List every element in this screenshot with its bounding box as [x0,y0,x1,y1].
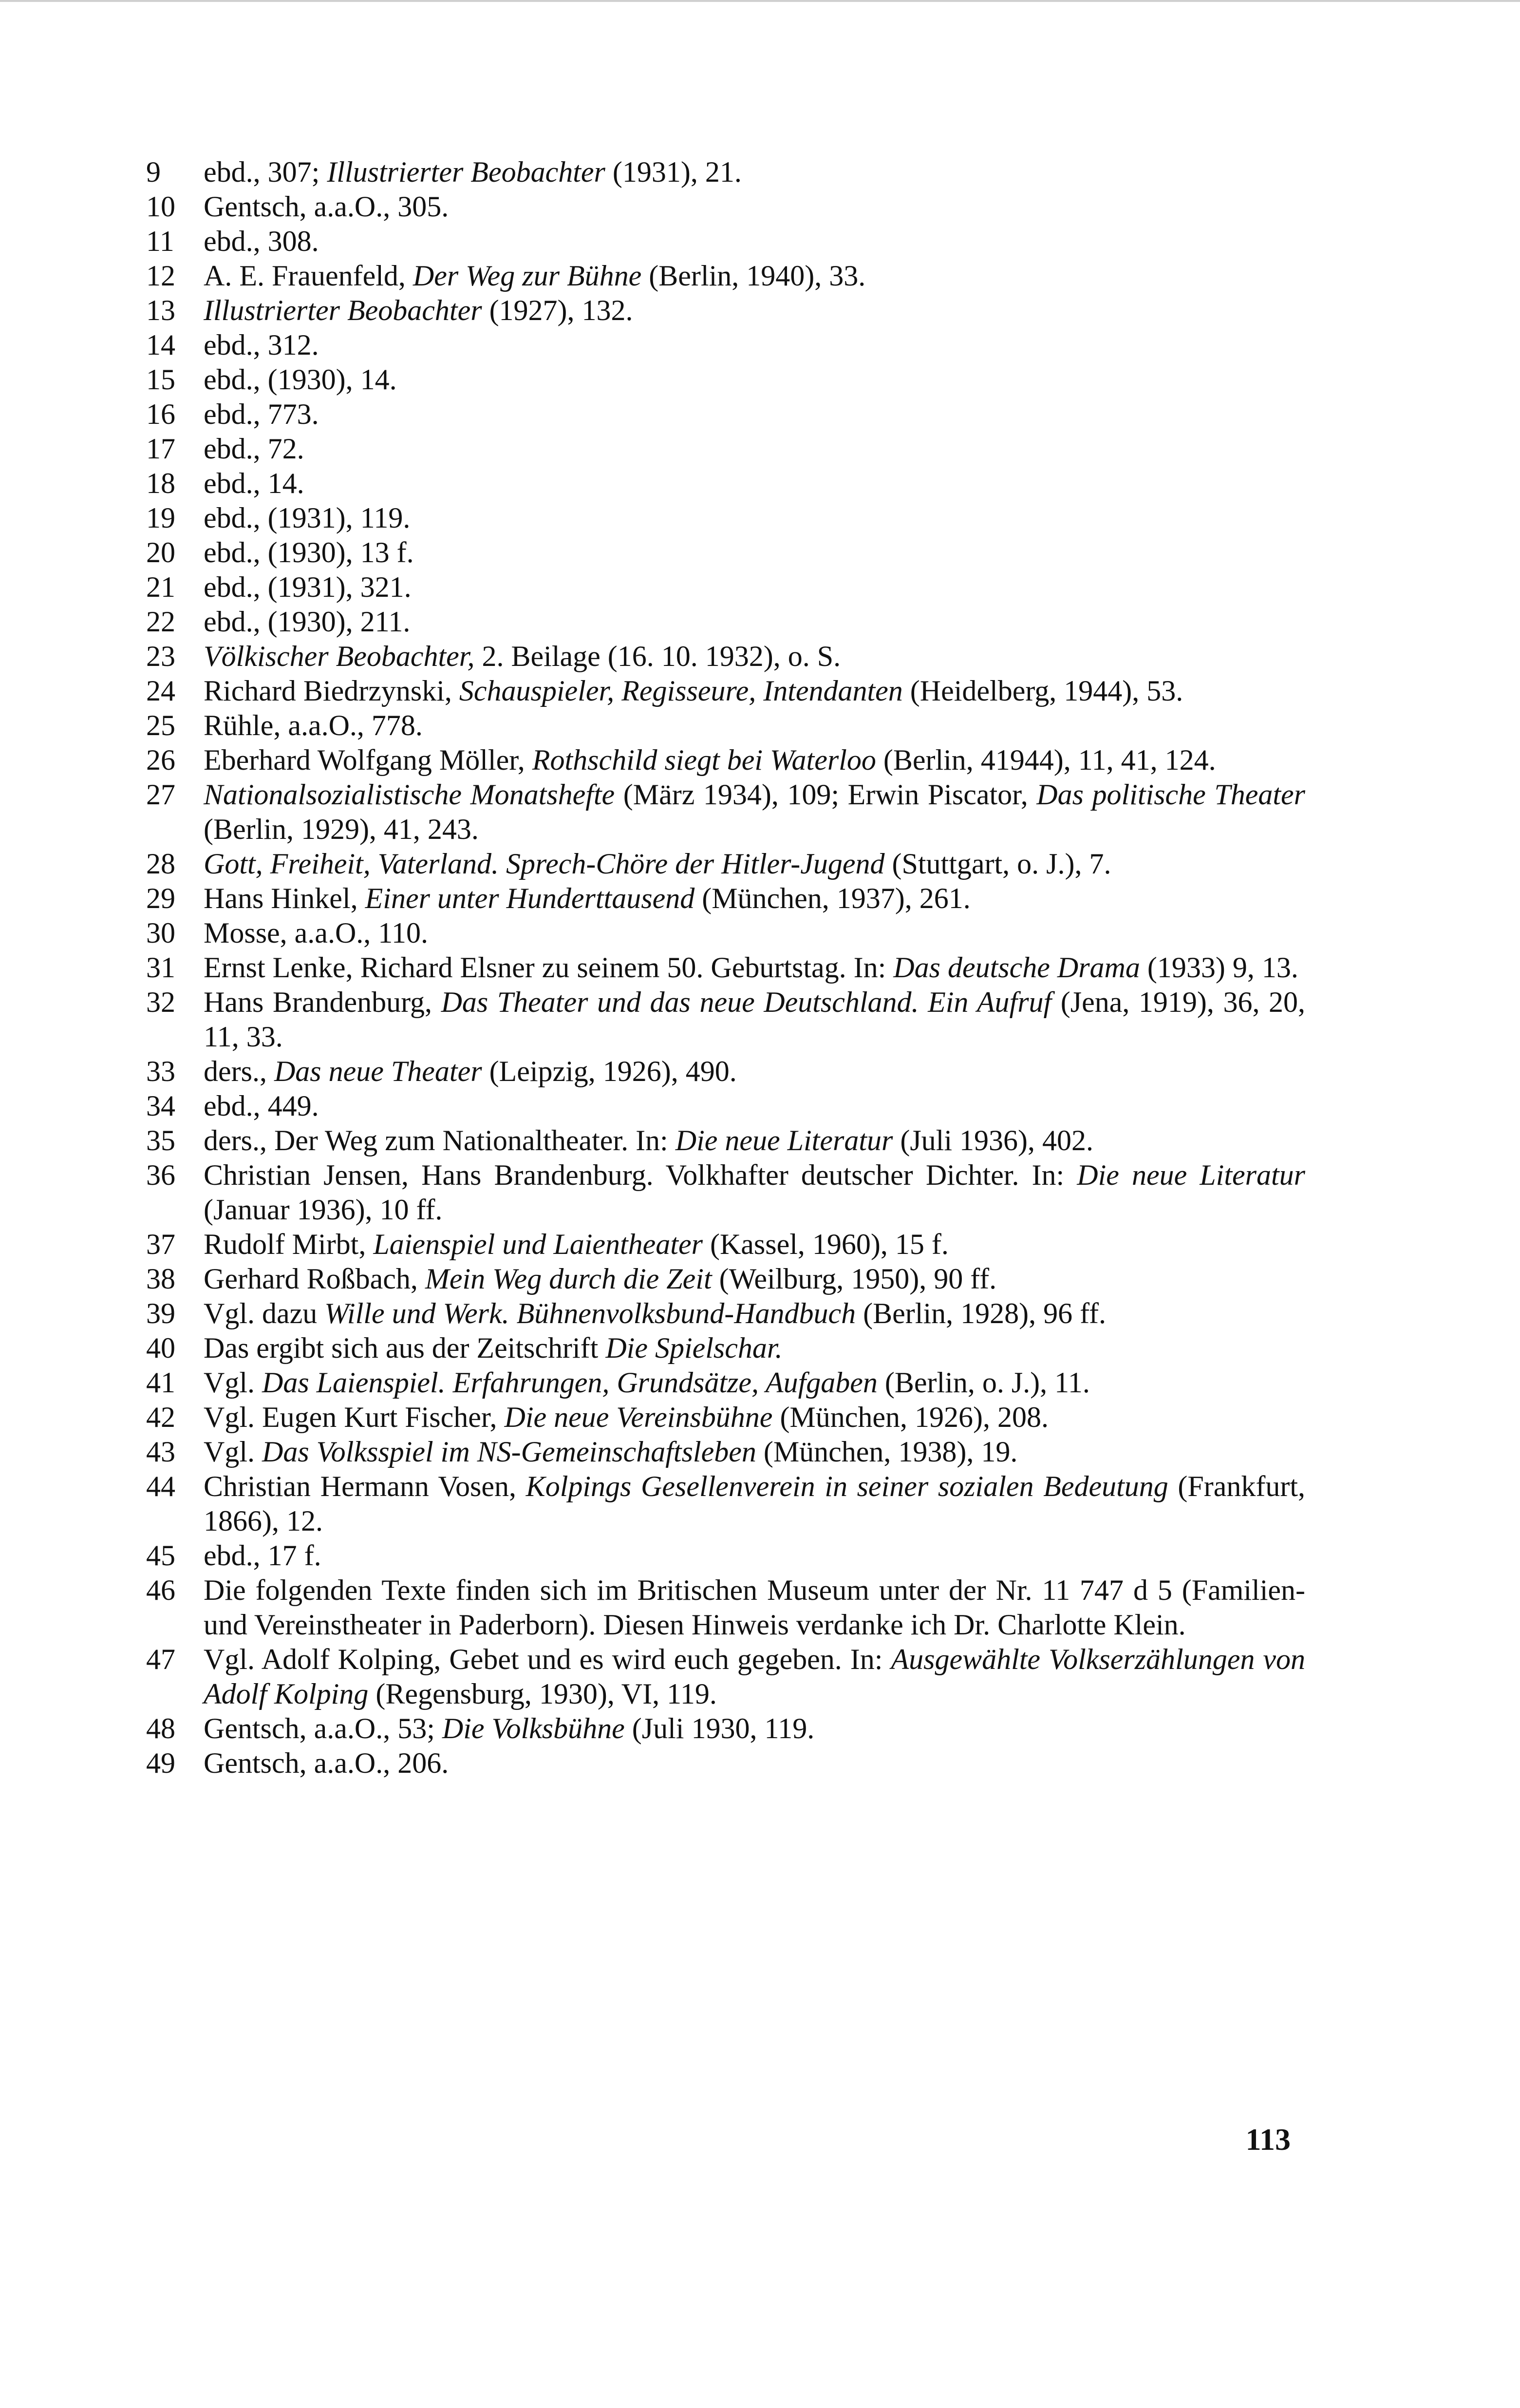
footnote-text: (Januar 1936), 10 ff. [204,1194,443,1226]
footnote-item [146,985,1305,1054]
page-number: 113 [1245,2122,1291,2157]
footnote-number: 42 [146,1401,175,1433]
footnote-number: 28 [146,848,175,880]
footnote-item [146,950,1305,985]
footnote-text: Hans Brandenburg, [204,986,441,1018]
footnote-number: 31 [146,951,175,984]
footnote-item [146,224,1305,259]
footnote-text: (Kassel, 1960), 15 f. [702,1228,949,1260]
footnote-item [146,155,1305,190]
footnote-text: (Weilburg, 1950), 90 ff. [712,1263,997,1295]
footnote-text: Vgl. Adolf Kolping, Gebet und es wird euch gegeben. In: [204,1643,891,1675]
footnote-title-italic: Illustrierter Beobachter [327,156,605,188]
footnote-number: 39 [146,1297,175,1329]
footnote-number: 46 [146,1574,175,1606]
footnote-text: Christian Hermann Vosen, [204,1470,526,1502]
footnote-text: ders., [204,1055,274,1087]
footnote-number: 36 [146,1159,175,1191]
footnote-number: 12 [146,260,175,292]
footnote-item [146,1711,1305,1746]
footnote-title-italic: Kolpings Gesellenverein in seiner sozialen Bedeutung [525,1470,1168,1502]
footnote-text: (München, 1938), 19. [756,1436,1018,1468]
footnote-item [146,1123,1305,1158]
footnote-text: (Juli 1936), 402. [893,1124,1093,1157]
footnote-item [146,535,1305,570]
footnote-number: 23 [146,640,175,672]
footnote-text: (Stuttgart, o. J.), 7. [884,848,1111,880]
footnote-item [146,1331,1305,1365]
footnote-item [146,1642,1305,1711]
footnote-number: 16 [146,398,175,430]
footnote-text: Gentsch, a.a.O., 53; [204,1712,442,1744]
footnote-number: 21 [146,571,175,603]
footnote-number: 35 [146,1124,175,1157]
footnote-list [146,155,1305,1781]
footnote-item [146,362,1305,397]
footnote-item [146,1227,1305,1262]
footnote-title-italic: Die Spielschar. [605,1332,783,1364]
footnote-item [146,708,1305,743]
footnote-title-italic: Wille und Werk. Bühnenvolksbund-Handbuch [324,1297,856,1329]
footnote-text: A. E. Frauenfeld, [204,260,413,292]
footnote-title-italic: Das politische Theater [1036,778,1306,811]
footnote-text: Ernst Lenke, Richard Elsner zu seinem 50. Geburtstag. In: [204,951,894,984]
footnote-text: Vgl. [204,1436,262,1468]
footnote-number: 33 [146,1055,175,1087]
footnote-text: (Jena, 1919), 36, 20, 11, 33. [204,986,1306,1053]
footnote-item [146,777,1305,847]
footnote-text: Gerhard Roßbach, [204,1263,425,1295]
footnote-title-italic: Einer unter Hunderttausend [365,882,695,914]
footnote-title-italic: Schauspieler, Regisseure, Intendanten [459,675,903,707]
footnote-text: (München, 1937), 261. [694,882,971,914]
footnote-number: 44 [146,1470,175,1502]
footnote-text: (Berlin, 1928), 96 ff. [856,1297,1106,1329]
footnote-text: Christian Jensen, Hans Brandenburg. Volkhafter deutscher Dichter. In: [204,1159,1077,1191]
footnote-title-italic: Die neue Vereinsbühne [504,1401,773,1433]
footnote-text: Vgl. dazu [204,1297,325,1329]
footnote-text: Vgl. [204,1366,262,1399]
footnote-number: 13 [146,294,175,326]
footnote-text: (Berlin, 1940), 33. [641,260,866,292]
footnote-text: (Leipzig, 1926), 490. [482,1055,737,1087]
footnote-number: 38 [146,1263,175,1295]
footnote-text: Rudolf Mirbt, [204,1228,374,1260]
footnote-item [146,190,1305,224]
footnote-number: 15 [146,363,175,396]
footnote-number: 41 [146,1366,175,1399]
footnote-number: 40 [146,1332,175,1364]
footnote-title-italic: Die Volksbühne [442,1712,625,1744]
footnote-text: ebd., 17 f. [204,1539,321,1572]
footnote-number: 25 [146,709,175,741]
footnote-text: (Berlin, 1929), 41, 243. [204,813,479,845]
footnote-number: 14 [146,329,175,361]
footnote-text: (Frankfurt, 1866), 12. [204,1470,1306,1537]
footnote-title-italic: Das neue Theater [274,1055,482,1087]
footnote-number: 37 [146,1228,175,1260]
footnote-item [146,1573,1305,1642]
footnote-number: 48 [146,1712,175,1744]
footnote-title-italic: Völkischer Beobachter, [204,640,475,672]
footnote-item [146,466,1305,501]
footnote-title-italic: Die neue Literatur [1077,1159,1306,1191]
footnote-text: (1933) 9, 13. [1140,951,1298,984]
footnote-item [146,570,1305,605]
footnote-title-italic: Mein Weg durch die Zeit [425,1263,712,1295]
footnote-text: (Berlin, 41944), 11, 41, 124. [876,744,1216,776]
footnote-item [146,1469,1305,1538]
footnote-title-italic: Das Volksspiel im NS-Gemeinschaftsleben [262,1436,756,1468]
footnote-text: (1927), 132. [482,294,633,326]
footnote-number: 11 [146,225,174,257]
footnote-title-italic: Laienspiel und Laientheater [373,1228,703,1260]
footnote-item [146,1400,1305,1435]
footnote-text: ebd., 312. [204,329,319,361]
footnote-text: ebd., 72. [204,433,304,465]
footnote-number: 47 [146,1643,175,1675]
footnote-item [146,1089,1305,1123]
footnote-text: Die folgenden Texte finden sich im Britischen Museum unter der Nr. 11 747 d 5 (Familien- und Vereinstheater in Paderborn). Diesen Hinweis verdanke ich Dr. Charlotte Klein. [204,1574,1305,1641]
footnote-text: Mosse, a.a.O., 110. [204,917,429,949]
footnote-item [146,743,1305,777]
footnote-number: 22 [146,606,175,638]
footnote-number: 24 [146,675,175,707]
footnote-text: ebd., 308. [204,225,319,257]
footnote-text: ebd., 773. [204,398,319,430]
footnote-title-italic: Rothschild siegt bei Waterloo [532,744,876,776]
footnote-title-italic: Der Weg zur Bühne [413,260,642,292]
footnote-text: ebd., (1931), 321. [204,571,412,603]
footnote-item [146,674,1305,708]
footnote-number: 17 [146,433,175,465]
top-edge-line [0,0,1520,2]
footnote-item [146,847,1305,881]
footnote-number: 49 [146,1747,175,1779]
footnote-item [146,328,1305,362]
footnote-item [146,1158,1305,1227]
footnote-item [146,1262,1305,1296]
footnote-number: 29 [146,882,175,914]
footnote-text: Gentsch, a.a.O., 206. [204,1747,449,1779]
footnote-item [146,605,1305,639]
footnote-text: Eberhard Wolfgang Möller, [204,744,532,776]
footnote-text: ebd., (1930), 13 f. [204,536,414,569]
footnote-text: 2. Beilage (16. 10. 1932), o. S. [474,640,841,672]
footnote-text: (1931), 21. [605,156,742,188]
footnote-title-italic: Die neue Literatur [675,1124,893,1157]
footnote-item [146,501,1305,535]
footnote-item [146,639,1305,674]
footnote-number: 19 [146,502,175,534]
footnote-item [146,881,1305,916]
footnote-title-italic: Das Laienspiel. Erfahrungen, Grundsätze, Aufgaben [262,1366,878,1399]
footnote-item [146,432,1305,466]
footnote-text: Rühle, a.a.O., 778. [204,709,423,741]
footnote-number: 30 [146,917,175,949]
footnote-text: (München, 1926), 208. [772,1401,1049,1433]
footnote-item [146,1538,1305,1573]
footnote-text: ebd., (1930), 211. [204,606,411,638]
footnote-title-italic: Das deutsche Drama [893,951,1140,984]
footnote-text: Hans Hinkel, [204,882,365,914]
footnote-number: 45 [146,1539,175,1572]
footnote-number: 32 [146,986,175,1018]
footnote-item [146,259,1305,293]
footnote-item [146,1746,1305,1781]
footnote-text: ebd., (1931), 119. [204,502,411,534]
footnote-number: 20 [146,536,175,569]
footnote-text: Das ergibt sich aus der Zeitschrift [204,1332,606,1364]
footnote-item [146,1435,1305,1469]
footnote-text: ebd., 307; [204,156,327,188]
footnote-item [146,1365,1305,1400]
footnote-item [146,1296,1305,1331]
footnote-title-italic: Ausgewählte Volkserzählungen von Adolf Kolping [204,1643,1305,1710]
footnote-title-italic: Illustrierter Beobachter [204,294,482,326]
footnote-text: (März 1934), 109; Erwin Piscator, [615,778,1037,811]
footnote-number: 34 [146,1090,175,1122]
footnote-text: Gentsch, a.a.O., 305. [204,190,449,223]
footnote-number: 27 [146,778,175,811]
footnote-number: 26 [146,744,175,776]
footnote-item [146,293,1305,328]
footnote-title-italic: Das Theater und das neue Deutschland. Ein Aufruf [441,986,1052,1018]
footnote-item [146,397,1305,432]
footnote-text: ebd., 449. [204,1090,319,1122]
footnote-text: (Berlin, o. J.), 11. [877,1366,1090,1399]
footnote-text: Vgl. Eugen Kurt Fischer, [204,1401,505,1433]
footnote-text: ebd., (1930), 14. [204,363,397,396]
footnote-number: 10 [146,190,175,223]
footnote-item [146,916,1305,950]
footnote-text: (Regensburg, 1930), VI, 119. [368,1678,717,1710]
footnote-number: 43 [146,1436,175,1468]
footnote-text: (Juli 1930, 119. [624,1712,815,1744]
footnote-text: (Heidelberg, 1944), 53. [902,675,1183,707]
footnote-text: ebd., 14. [204,467,304,499]
footnote-text: ders., Der Weg zum Nationaltheater. In: [204,1124,676,1157]
footnote-number: 9 [146,156,161,188]
footnote-number: 18 [146,467,175,499]
footnote-title-italic: Nationalsozialistische Monatshefte [204,778,615,811]
footnote-item [146,1054,1305,1089]
footnote-text: Richard Biedrzynski, [204,675,459,707]
footnote-title-italic: Gott, Freiheit, Vaterland. Sprech-Chöre der Hitler-Jugend [204,848,885,880]
